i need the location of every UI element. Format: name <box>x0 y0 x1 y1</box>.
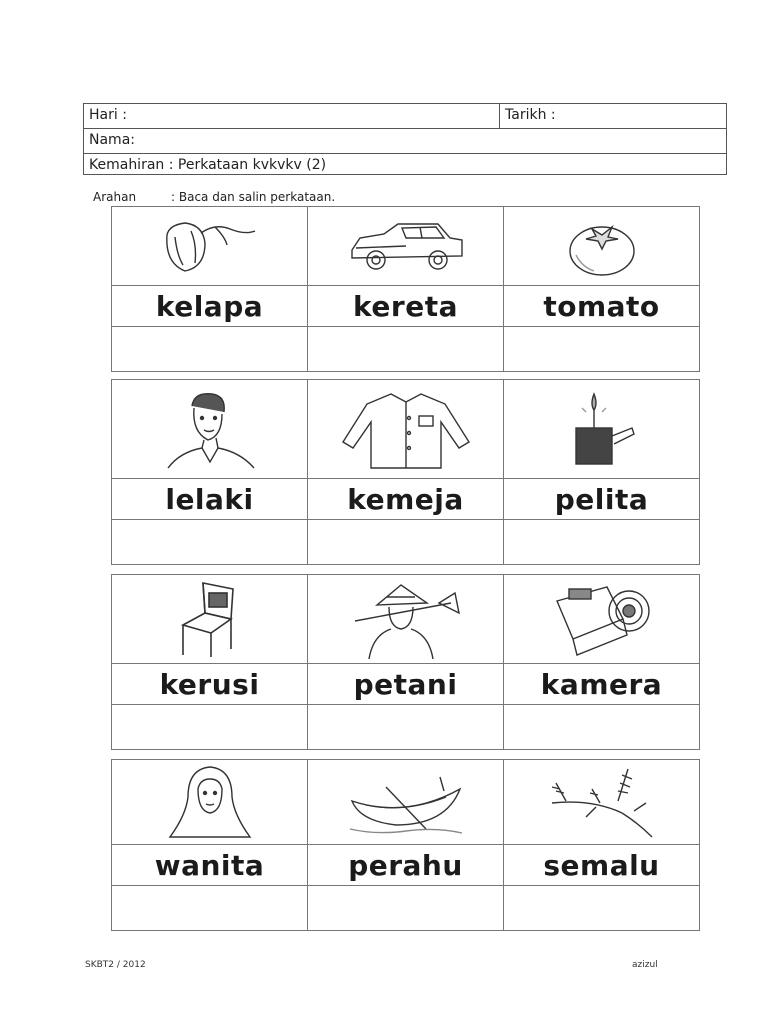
word-block-2 <box>111 379 700 565</box>
car-icon <box>307 207 503 285</box>
copy-box[interactable] <box>307 520 503 564</box>
word-kerusi: kerusi <box>159 667 260 701</box>
copy-box[interactable] <box>307 705 503 749</box>
date-label: Tarikh : <box>505 107 556 123</box>
coconut-icon <box>112 207 307 285</box>
word-block-4 <box>111 759 700 931</box>
copy-box[interactable] <box>112 705 307 749</box>
copy-box[interactable] <box>503 886 699 930</box>
word-kereta: kereta <box>353 289 458 323</box>
image-row <box>112 760 699 844</box>
word-perahu: perahu <box>348 848 463 882</box>
man-icon <box>112 380 307 478</box>
chair-icon <box>112 575 307 663</box>
word-row <box>112 285 699 326</box>
word-wanita: wanita <box>154 848 265 882</box>
word-block-3 <box>111 574 700 750</box>
copy-row <box>112 519 699 564</box>
footer-code: SKBT2 / 2012 <box>85 960 146 970</box>
word-row <box>112 663 699 704</box>
image-row <box>112 575 699 663</box>
tomato-icon <box>503 207 699 285</box>
header-row-name <box>84 129 726 154</box>
copy-row <box>112 326 699 371</box>
word-semalu: semalu <box>543 848 660 882</box>
copy-row <box>112 885 699 930</box>
skill-label: Kemahiran : Perkataan kvkvkv (2) <box>89 157 327 173</box>
copy-box[interactable] <box>307 886 503 930</box>
copy-box[interactable] <box>112 327 307 371</box>
farmer-icon <box>307 575 503 663</box>
word-tomato: tomato <box>543 289 660 323</box>
word-petani: petani <box>353 667 458 701</box>
copy-box[interactable] <box>503 520 699 564</box>
image-row <box>112 207 699 285</box>
instruction-label: Arahan <box>93 190 137 204</box>
copy-box[interactable] <box>503 327 699 371</box>
plant-icon <box>503 760 699 844</box>
word-row <box>112 478 699 519</box>
word-kamera: kamera <box>540 667 663 701</box>
word-lelaki: lelaki <box>165 482 254 516</box>
copy-box[interactable] <box>503 705 699 749</box>
word-kemeja: kemeja <box>347 482 464 516</box>
woman-icon <box>112 760 307 844</box>
word-block-1 <box>111 206 700 372</box>
word-pelita: pelita <box>554 482 649 516</box>
instruction-text: : Baca dan salin perkataan. <box>171 190 336 204</box>
footer-author: azizul <box>632 960 658 970</box>
header-row-skill <box>84 154 726 174</box>
word-row <box>112 844 699 885</box>
image-row <box>112 380 699 478</box>
copy-box[interactable] <box>307 327 503 371</box>
header-row-day-date <box>84 104 726 129</box>
shirt-icon <box>307 380 503 478</box>
word-kelapa: kelapa <box>155 289 264 323</box>
oil-lamp-icon <box>503 380 699 478</box>
instruction <box>93 190 335 204</box>
name-label: Nama: <box>89 132 135 148</box>
day-label: Hari : <box>84 104 500 128</box>
copy-row <box>112 704 699 749</box>
copy-box[interactable] <box>112 520 307 564</box>
boat-icon <box>307 760 503 844</box>
header-table <box>83 103 727 175</box>
copy-box[interactable] <box>112 886 307 930</box>
camera-icon <box>503 575 699 663</box>
